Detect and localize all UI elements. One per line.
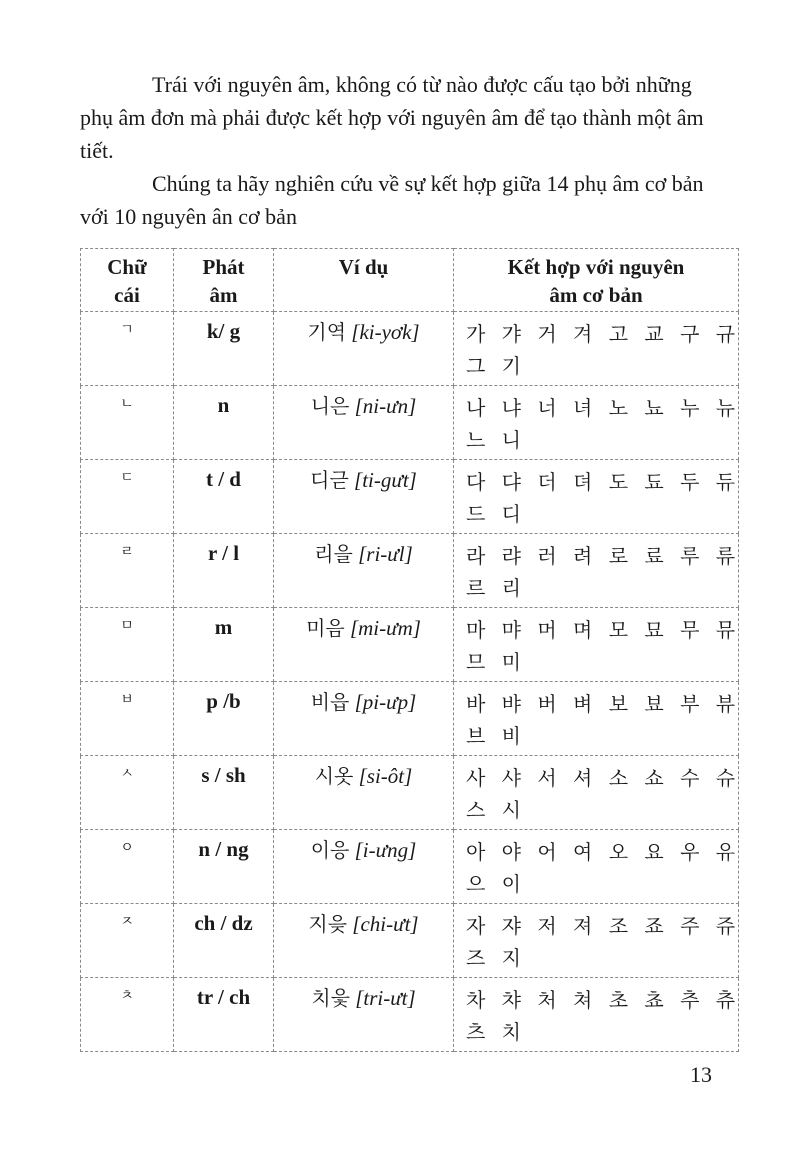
consonant-letter: ㄱ [81, 312, 174, 386]
example-korean: 이응 [310, 838, 350, 862]
table-row [81, 386, 739, 460]
combination-line-2: 츠 치 [466, 1020, 526, 1044]
combination-cell [454, 460, 739, 534]
example-romanization: [mi-ưm] [349, 616, 421, 640]
table-row [81, 608, 739, 682]
example-cell [274, 756, 454, 830]
header-combo-line1: Kết hợp với nguyên [507, 255, 685, 279]
combination-line-2: 르 리 [466, 576, 526, 600]
header-letter-line1: Chữ [107, 255, 147, 279]
pronunciation: ch / dz [174, 904, 274, 978]
consonant-letter: ㅈ [81, 904, 174, 978]
example-korean: 시옷 [314, 764, 354, 788]
example-romanization: [ri-ưl] [358, 542, 413, 566]
example-korean: 리을 [314, 542, 353, 566]
table-row [81, 978, 739, 1052]
table-row [81, 830, 739, 904]
pronunciation: n [174, 386, 274, 460]
intro-paragraph-1: Trái với nguyên âm, không có từ nào được cấu tạo bởi những phụ âm đơn mà phải được kết hợp với nguyên âm để tạo thành một âm tiết. [80, 72, 704, 163]
combination-line-1: 자 쟈 저 져 조 죠 주 쥬 [466, 914, 741, 938]
combination-cell [454, 608, 739, 682]
combination-line-2: 스 시 [466, 798, 526, 822]
table-row [81, 756, 739, 830]
consonant-letter: ㅊ [81, 978, 174, 1052]
example-cell [274, 460, 454, 534]
combination-cell [454, 756, 739, 830]
example-korean: 치읓 [311, 986, 350, 1010]
header-sound-line1: Phát [202, 255, 245, 279]
example-romanization: [chi-ưt] [352, 912, 419, 936]
combination-line-1: 사 샤 서 셔 소 쇼 수 슈 [466, 766, 741, 790]
combination-line-2: 그 기 [466, 354, 526, 378]
table-row [81, 904, 739, 978]
pronunciation: s / sh [174, 756, 274, 830]
table-row [81, 312, 739, 386]
page-number: 13 [690, 1062, 712, 1087]
combination-line-1: 가 갸 거 겨 고 교 구 규 [466, 322, 741, 346]
combination-cell [454, 978, 739, 1052]
combination-line-2: 브 비 [466, 724, 526, 748]
consonant-letter: ㄷ [81, 460, 174, 534]
combination-line-2: 드 디 [466, 502, 526, 526]
example-cell [274, 904, 454, 978]
consonant-letter: ㅅ [81, 756, 174, 830]
combination-line-1: 차 챠 처 쳐 초 쵸 추 츄 [466, 988, 741, 1012]
consonant-vowel-table [80, 248, 739, 1052]
example-cell [274, 534, 454, 608]
header-letter-line2: cái [114, 283, 140, 307]
example-cell [274, 978, 454, 1052]
table-header-row [81, 249, 739, 312]
combination-line-1: 마 먀 머 며 모 묘 무 뮤 [466, 618, 741, 642]
header-sound-line2: âm [209, 283, 238, 307]
example-korean: 미음 [306, 616, 345, 640]
header-letter [81, 249, 174, 312]
pronunciation: tr / ch [174, 978, 274, 1052]
example-cell [274, 386, 454, 460]
consonant-letter: ㅇ [81, 830, 174, 904]
combination-line-1: 나 냐 너 녀 노 뇨 누 뉴 [466, 396, 741, 420]
example-korean: 기역 [307, 320, 347, 344]
combination-cell [454, 682, 739, 756]
pronunciation: p /b [174, 682, 274, 756]
example-korean: 비읍 [310, 690, 350, 714]
combination-line-1: 라 랴 러 려 로 료 루 류 [466, 544, 741, 568]
pronunciation: k/ g [174, 312, 274, 386]
table-row [81, 460, 739, 534]
example-korean: 지읒 [308, 912, 348, 936]
example-romanization: [pi-ưp] [354, 690, 417, 714]
consonant-letter: ㄴ [81, 386, 174, 460]
combination-cell [454, 534, 739, 608]
combination-line-2: 즈 지 [466, 946, 526, 970]
combination-cell [454, 386, 739, 460]
consonant-letter: ㄹ [81, 534, 174, 608]
header-combination [454, 249, 739, 312]
header-sound [174, 249, 274, 312]
pronunciation: r / l [174, 534, 274, 608]
example-cell [274, 682, 454, 756]
combination-cell [454, 312, 739, 386]
example-cell [274, 830, 454, 904]
consonant-letter: ㅁ [81, 608, 174, 682]
consonant-letter: ㅂ [81, 682, 174, 756]
combination-line-2: 으 이 [466, 872, 526, 896]
pronunciation: n / ng [174, 830, 274, 904]
example-romanization: [i-ưng] [354, 838, 417, 862]
combination-cell [454, 904, 739, 978]
example-romanization: [tri-ưt] [355, 986, 416, 1010]
intro-paragraph-2: Chúng ta hãy nghiên cứu về sự kết hợp giữa 14 phụ âm cơ bản với 10 nguyên ân cơ bản [80, 171, 704, 229]
table-row [81, 534, 739, 608]
table-row [81, 682, 739, 756]
combination-line-1: 바 뱌 버 벼 보 뵤 부 뷰 [466, 692, 741, 716]
example-romanization: [ti-gưt] [354, 468, 417, 492]
combination-line-2: 느 니 [466, 428, 526, 452]
example-romanization: [ni-ưn] [354, 394, 417, 418]
header-example: Ví dụ [274, 249, 454, 312]
pronunciation: m [174, 608, 274, 682]
combination-line-1: 다 댜 더 뎌 도 됴 두 듀 [466, 470, 741, 494]
pronunciation: t / d [174, 460, 274, 534]
example-cell [274, 608, 454, 682]
header-combo-line2: âm cơ bản [549, 283, 643, 307]
combination-cell [454, 830, 739, 904]
example-romanization: [ki-yơk] [351, 320, 420, 344]
example-cell [274, 312, 454, 386]
example-korean: 디귿 [310, 468, 349, 492]
example-korean: 니은 [310, 394, 350, 418]
intro-text [80, 68, 730, 233]
combination-line-2: 므 미 [466, 650, 526, 674]
example-romanization: [si-ôt] [358, 764, 413, 788]
combination-line-1: 아 야 어 여 오 요 우 유 [466, 840, 741, 864]
